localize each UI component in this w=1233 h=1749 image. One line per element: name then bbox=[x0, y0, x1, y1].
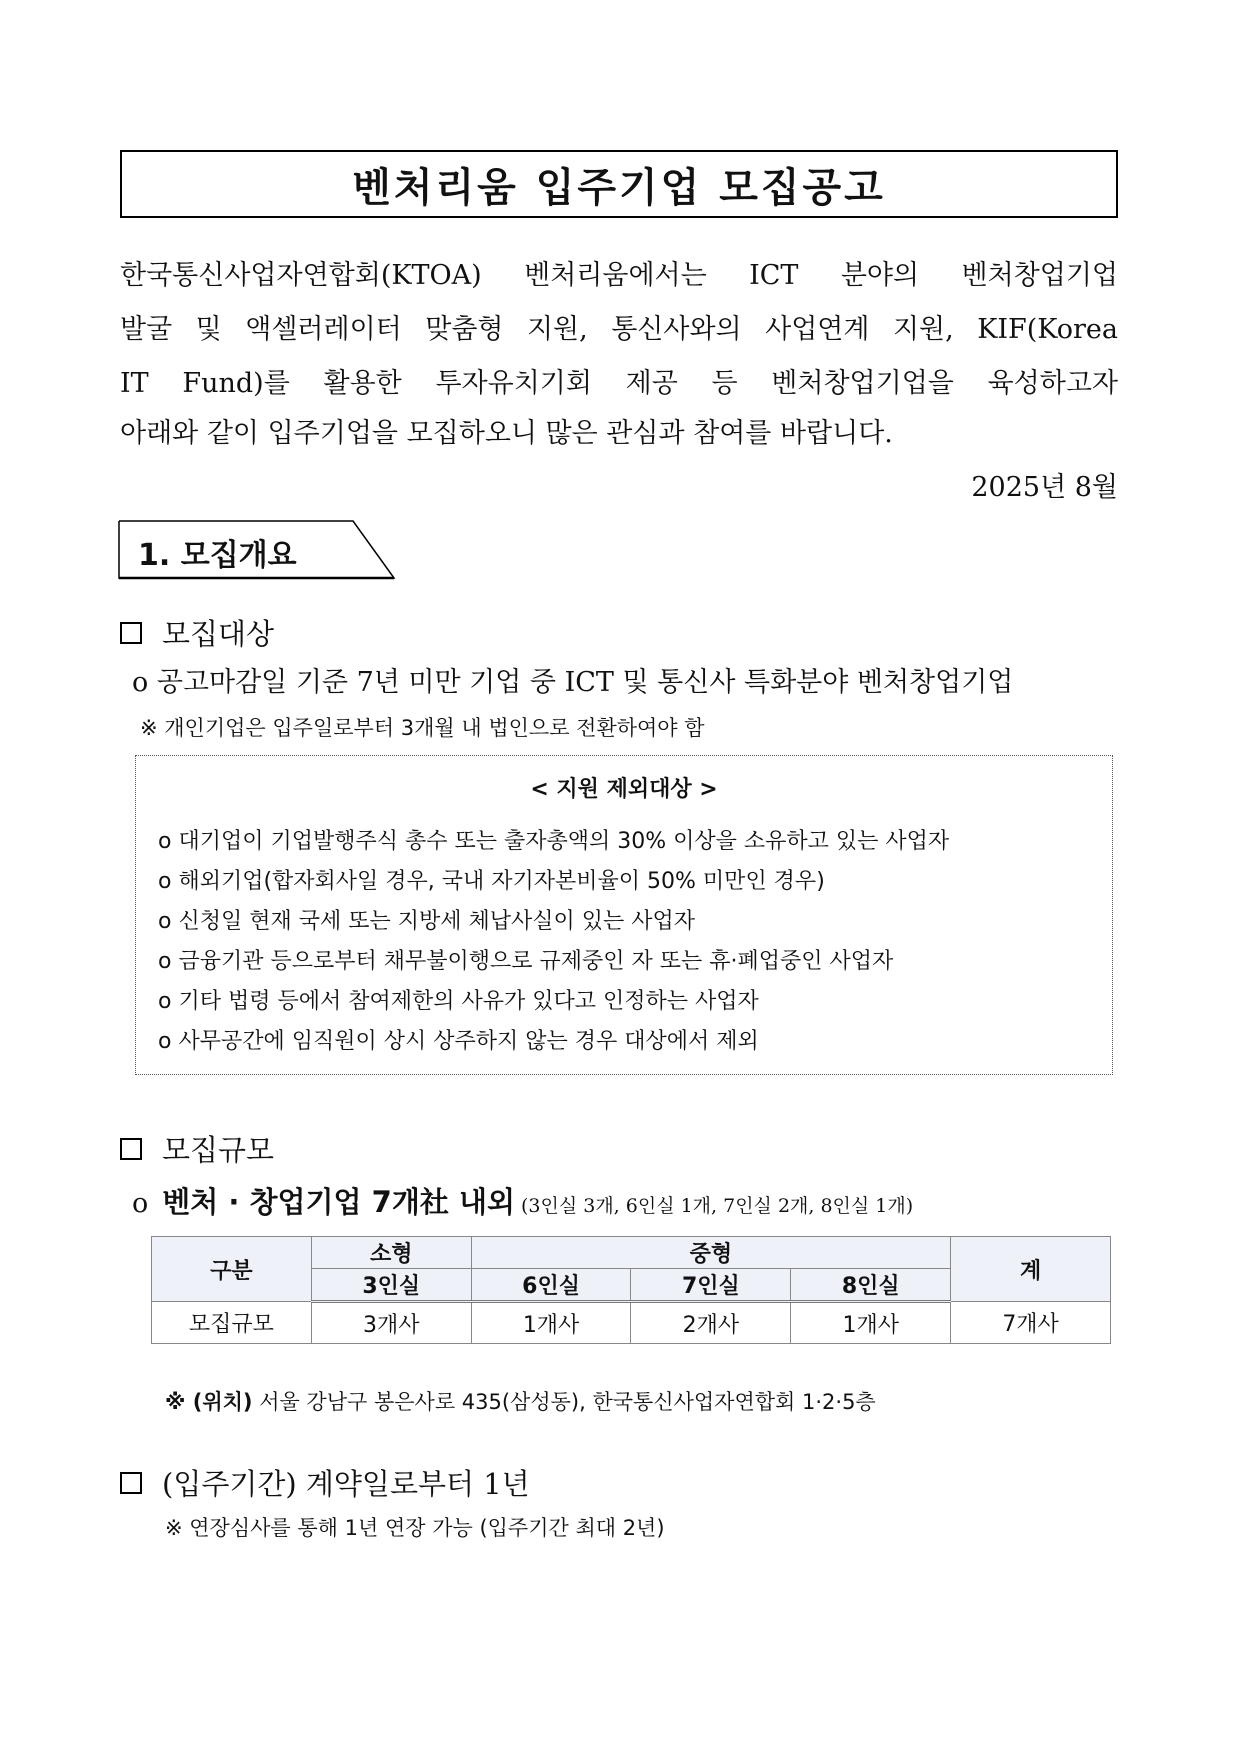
exclusion-item: o 신청일 현재 국세 또는 지방세 체납사실이 있는 사업자 bbox=[158, 909, 695, 934]
exclusion-item: o 사무공간에 임직원이 상시 상주하지 않는 경우 대상에서 제외 bbox=[158, 1029, 759, 1054]
table-row-label: 모집규모 bbox=[152, 1302, 312, 1344]
table-cell: 3개사 bbox=[311, 1302, 471, 1344]
period-heading: (입주기간) 계약일로부터 1년 bbox=[162, 1467, 530, 1501]
table-header-medium: 중형 bbox=[471, 1237, 950, 1269]
period-note: ※ 연장심사를 통해 1년 연장 가능 (입주기간 최대 2년) bbox=[165, 1516, 665, 1540]
table-cell-total: 7개사 bbox=[951, 1302, 1111, 1344]
table-header-room: 8인실 bbox=[791, 1269, 951, 1302]
section-heading-tab bbox=[118, 520, 398, 580]
table-cell: 2개사 bbox=[631, 1302, 791, 1344]
announcement-date: 2025년 8월 bbox=[971, 472, 1118, 503]
checkbox-square-icon bbox=[120, 622, 142, 644]
exclusion-item: o 대기업이 기업발행주식 총수 또는 출자총액의 30% 이상을 소유하고 있는 사업자 bbox=[158, 829, 950, 854]
scale-heading-row bbox=[120, 1128, 274, 1169]
table-cell: 1개사 bbox=[791, 1302, 951, 1344]
table-header-room: 3인실 bbox=[311, 1269, 471, 1302]
table-row bbox=[152, 1302, 1111, 1344]
target-bullet: o 공고마감일 기준 7년 미만 기업 중 ICT 및 통신사 특화분야 벤처창업기업 bbox=[132, 667, 1014, 698]
target-heading: 모집대상 bbox=[162, 617, 275, 651]
exclusion-box bbox=[135, 755, 1113, 1075]
location-note bbox=[165, 1386, 876, 1416]
table-header-small: 소형 bbox=[311, 1237, 471, 1269]
target-note: ※ 개인기업은 입주일로부터 3개월 내 법인으로 전환하여야 함 bbox=[140, 716, 705, 740]
page-title: 벤처리움 입주기업 모집공고 bbox=[352, 164, 886, 211]
intro-line: IT Fund)를 활용한 투자유치기회 제공 등 벤처창업기업을 육성하고자 bbox=[120, 368, 1118, 399]
scale-heading: 모집규모 bbox=[162, 1133, 275, 1167]
bullet-marker: o bbox=[132, 1188, 149, 1219]
scale-detail-text: (3인실 3개, 6인실 1개, 7인실 2개, 8인실 1개) bbox=[520, 1195, 914, 1217]
table-header-total: 계 bbox=[951, 1237, 1111, 1302]
intro-line: 아래와 같이 입주기업을 모집하오니 많은 관심과 참여를 바랍니다. bbox=[120, 418, 893, 449]
table-header-room: 6인실 bbox=[471, 1269, 631, 1302]
table-header-room: 7인실 bbox=[631, 1269, 791, 1302]
section-heading: 1. 모집개요 bbox=[138, 538, 297, 573]
scale-table bbox=[151, 1236, 1111, 1344]
intro-line: 한국통신사업자연합회(KTOA) 벤처리움에서는 ICT 분야의 벤처창업기업 bbox=[120, 260, 1118, 291]
scale-bullet bbox=[132, 1180, 913, 1221]
exclusion-item: o 기타 법령 등에서 참여제한의 사유가 있다고 인정하는 사업자 bbox=[158, 989, 759, 1014]
checkbox-square-icon bbox=[120, 1138, 142, 1160]
location-label: ※ (위치) bbox=[165, 1390, 253, 1414]
checkbox-square-icon bbox=[120, 1472, 142, 1494]
target-heading-row bbox=[120, 612, 274, 653]
exclusion-item: o 금융기관 등으로부터 채무불이행으로 규제중인 자 또는 휴·폐업중인 사업자 bbox=[158, 949, 894, 974]
period-heading-row bbox=[120, 1462, 530, 1503]
exclusion-title: < 지원 제외대상 > bbox=[530, 777, 718, 802]
table-cell: 1개사 bbox=[471, 1302, 631, 1344]
table-header-category: 구분 bbox=[152, 1237, 312, 1302]
scale-main-text: 벤처 · 창업기업 7개社 내외 bbox=[162, 1185, 515, 1219]
intro-line: 발굴 및 액셀러레이터 맞춤형 지원, 통신사와의 사업연계 지원, KIF(Korea bbox=[120, 314, 1118, 345]
title-box bbox=[120, 150, 1118, 218]
location-text: 서울 강남구 봉은사로 435(삼성동), 한국통신사업자연합회 1·2·5층 bbox=[259, 1390, 876, 1414]
exclusion-item: o 해외기업(합자회사일 경우, 국내 자기자본비율이 50% 미만인 경우) bbox=[158, 869, 825, 894]
